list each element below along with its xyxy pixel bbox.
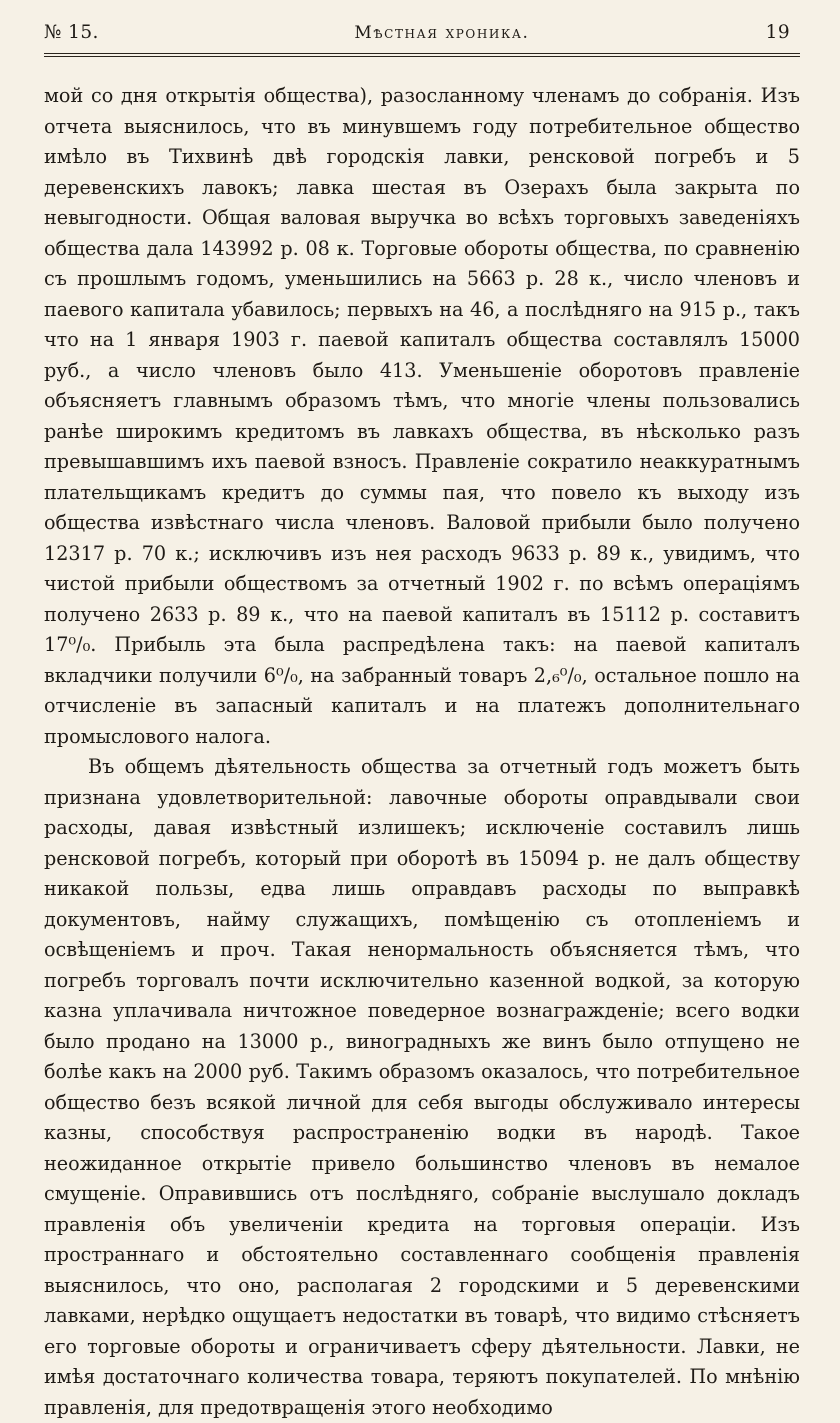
page-number: 19 (765, 22, 790, 43)
section-title: Мѣстная хроника. (354, 23, 530, 43)
issue-number: № 15. (44, 22, 99, 43)
article-body (44, 81, 800, 1423)
running-header (44, 22, 798, 43)
header-rule (44, 53, 800, 54)
header-rule-thin (44, 56, 800, 57)
paragraph-2: Въ общемъ дѣятельность общества за отчетный годъ можетъ быть признана удовлетворительной: лавочные обороты оправдывали свои расходы, давая извѣстный излишекъ; исключеніе составилъ лишь ренсковой погребъ, который при оборотѣ въ 15094 р. не далъ обществу никакой пользы, едва лишь оправдавъ расходы по выправкѣ документовъ, найму служащихъ, помѣщенію съ отопленіемъ и освѣщеніемъ и проч. Такая ненормальность объясняется тѣмъ, что погребъ торговалъ почти исключительно казенной водкой, за которую казна уплачивала ничтожное поведерное вознагражденіе; всего водки было продано на 13000 р., виноградныхъ же винъ было отпущено не болѣе какъ на 2000 руб. Такимъ образомъ оказалось, что потребительное общество безъ всякой личной для себя выгоды обслуживало интересы казны, способствуя распространенію водки въ народѣ. Такое неожиданное открытіе привело большинство членовъ въ немалое смущеніе. Оправившись отъ послѣдняго, собраніе выслушало докладъ правленія объ увеличеніи кредита на торговыя операціи. Изъ пространнаго и обстоятельно составленнаго сообщенія правленія выяснилось, что оно, располагая 2 городскими и 5 деревенскими лавками, нерѣдко ощущаетъ недостатки въ товарѣ, что видимо стѣсняетъ его торговые обороты и ограничиваетъ сферу дѣятельности. Лавки, не имѣя достаточнаго количества товара, теряютъ покупателей. По мнѣнію правленія, для предотвращенія этого необходимо (44, 755, 800, 1419)
paragraph-1: мой со дня открытія общества), разосланному членамъ до собранія. Изъ отчета выяснилось, что въ минувшемъ году потребительное общество имѣло въ Тихвинѣ двѣ городскія лавки, ренсковой погребъ и 5 деревенскихъ лавокъ; лавка шестая въ Озерахъ была закрыта по невыгодности. Общая валовая выручка во всѣхъ торговыхъ заведеніяхъ общества дала 143992 р. 08 к. Торговые обороты общества, по сравненію съ прошлымъ годомъ, уменьшились на 5663 р. 28 к., число членовъ и паевого капитала убавилось; первыхъ на 46, а послѣдняго на 915 р., такъ что на 1 января 1903 г. паевой капиталъ общества составлялъ 15000 руб., а число членовъ было 413. Уменьшеніе оборотовъ правленіе объясняетъ главнымъ образомъ тѣмъ, что многіе члены пользовались ранѣе широкимъ кредитомъ въ лавкахъ общества, въ нѣсколько разъ превышавшимъ ихъ паевой взносъ. Правленіе сократило неаккуратнымъ плательщикамъ кредитъ до суммы пая, что повело къ выходу изъ общества извѣстнаго числа членовъ. Валовой прибыли было получено 12317 р. 70 к.; исключивъ изъ нея расходъ 9633 р. 89 к., увидимъ, что чистой прибыли обществомъ за отчетный 1902 г. по всѣмъ операціямъ получено 2633 р. 89 к., что на паевой капиталъ въ 15112 р. составитъ 17⁰/₀. Прибыль эта была распредѣлена такъ: на паевой капиталъ вкладчики получили 6⁰/₀, на забранный товаръ 2,₆⁰/₀, остальное пошло на отчисленіе въ запасный капиталъ и на платежъ дополнительнаго промыслового налога. (44, 84, 800, 748)
